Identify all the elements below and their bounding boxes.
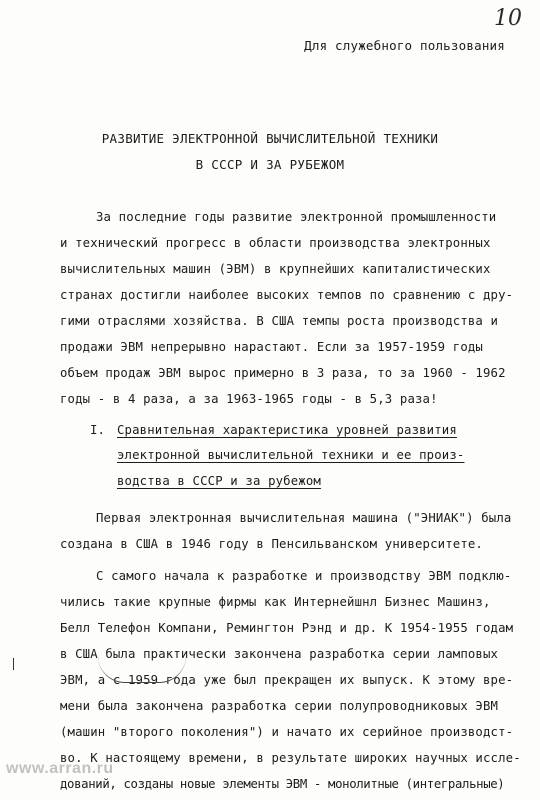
intro-line: продажи ЭВМ непрерывно нарастают. Если за 1957-1959 годы [60,340,483,354]
intro-line: За последние годы развитие электронной промышленности [96,210,497,224]
para3-line: дований, созданы новые элементы ЭВМ - монолитные (интегральные) [60,777,505,791]
para2-line: создана в США в 1946 году в Пенсильванском университете. [60,537,483,551]
intro-line: странах достигли наиболее высоких темпов по сравнению с дру- [60,288,514,302]
para3-line: во. К настоящему времени, в результате широких научных иссле- [60,751,521,765]
section-heading-line: водства в СССР и за рубежом [117,474,321,488]
section-heading-line: Сравнительная характеристика уровней развития [117,423,457,437]
para3-line: (машин "второго поколения") и начато их серийное производст- [60,725,514,739]
document-title-line-2: В СССР И ЗА РУБЕЖОМ [195,157,345,172]
handwritten-underline-mark [98,656,186,683]
classification-stamp: Для служебного пользования [304,38,505,53]
para3-line: ЭВМ, а с 1959 года уже был прекращен их выпуск. К этому вре- [60,673,514,687]
document-title-line-1: РАЗВИТИЕ ЭЛЕКТРОННОЙ ВЫЧИСЛИТЕЛЬНОЙ ТЕХНИКИ [101,131,439,146]
intro-line: годы - в 4 раза, а за 1963-1965 годы - в 5,3 раза! [60,392,438,406]
intro-line: и технический прогресс в области производства электронных [60,236,491,250]
para3-line: в США была практически закончена разработка серии ламповых [60,647,499,661]
intro-line: гими отраслями хозяйства. В США темпы роста производства и [60,314,499,328]
margin-pen-mark [13,658,14,670]
site-watermark: www.arran.ru [6,760,114,777]
handwritten-page-number: 10 [494,6,522,31]
section-heading-line: электронной вычислительной техники и ее произ- [117,448,465,462]
para3-line: чились такие крупные фирмы как Интернейшнл Бизнес Машинз, [60,595,491,609]
para3-line: Белл Телефон Компани, Ремингтон Рэнд и др. К 1954-1955 годам [60,621,514,635]
section-number: I. [90,423,106,437]
para3-line: мени была закончена разработка серии полупроводниковых ЭВМ [60,699,499,713]
para3-line: С самого начала к разработке и производству ЭВМ подклю- [96,569,512,583]
intro-line: вычислительных машин (ЭВМ) в крупнейших капиталистических [60,262,491,276]
intro-line: объем продаж ЭВМ вырос примерно в 3 раза, то за 1960 - 1962 [60,366,506,380]
para2-line: Первая электронная вычислительная машина ("ЭНИАК") была [96,511,512,525]
